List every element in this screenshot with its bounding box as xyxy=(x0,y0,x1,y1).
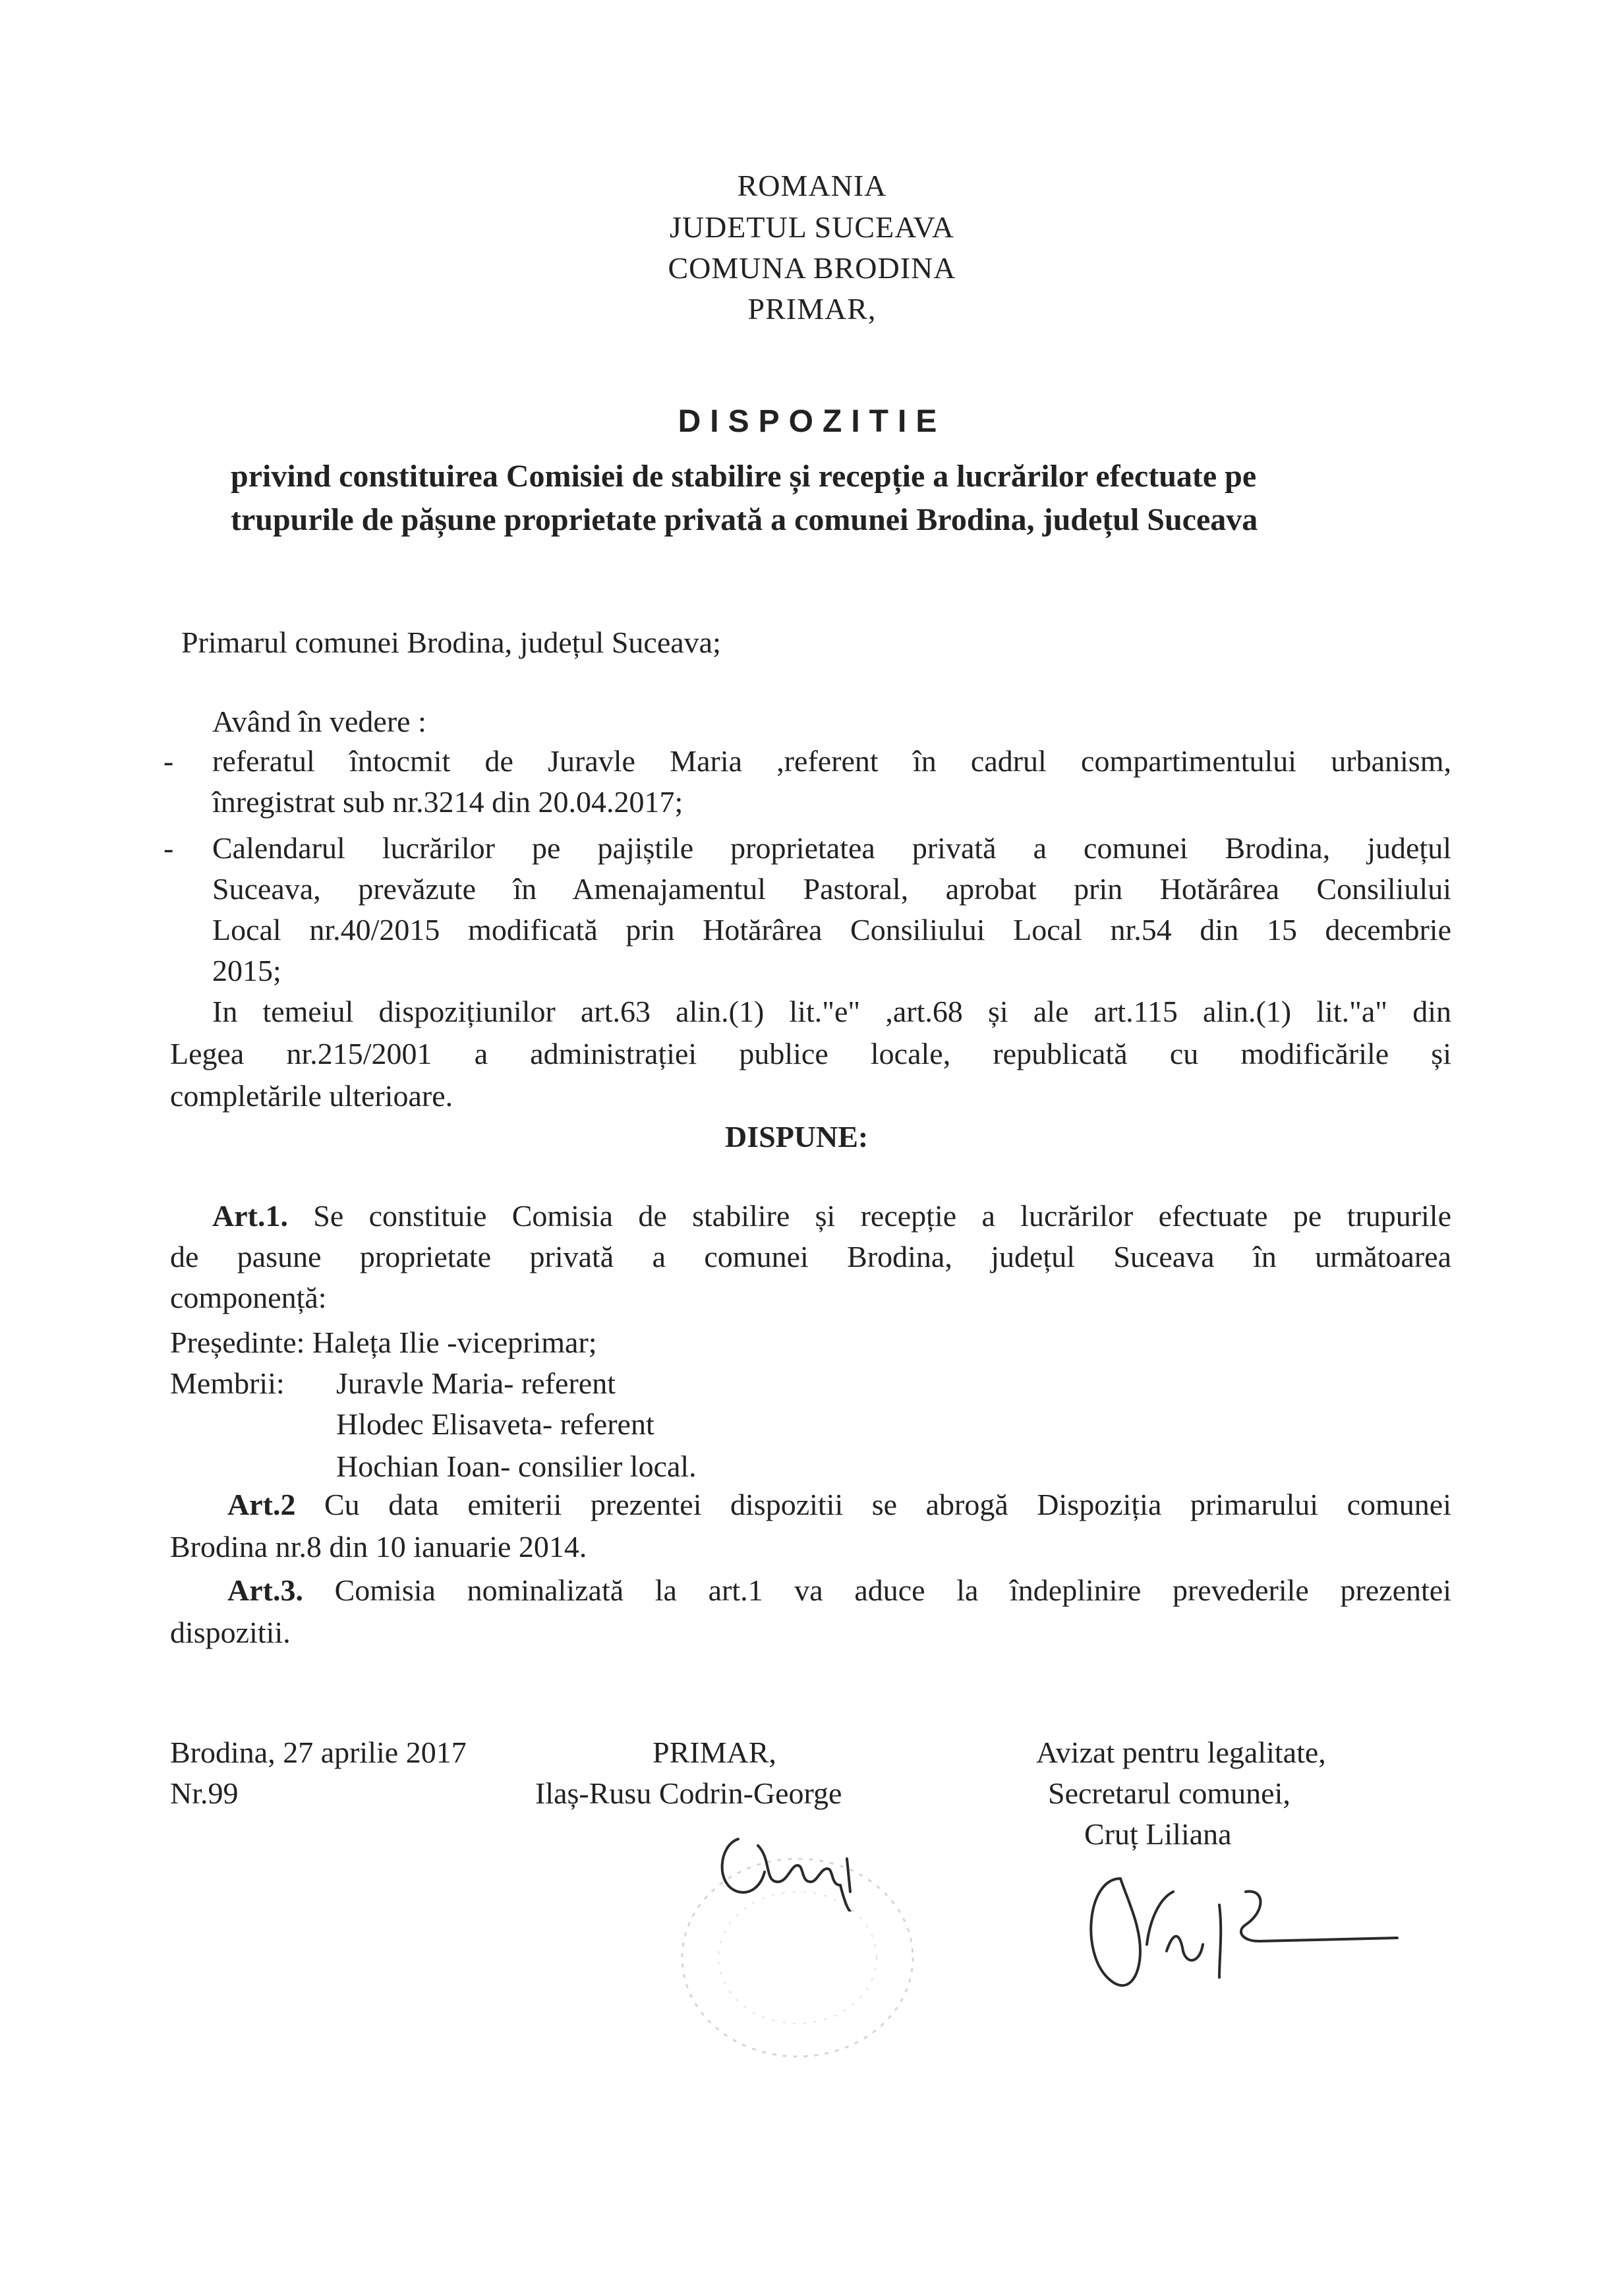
subtitle-line-1: privind constituirea Comisiei de stabilire și recepție a lucrărilor efectuate pe xyxy=(231,459,1257,494)
document-title: DISPOZITIE xyxy=(678,404,946,439)
considering-item-2-line-1: Calendarul lucrărilor pe pajiștile proprietatea privată a comunei Brodina, județul xyxy=(212,831,1451,865)
article-3-line-1 xyxy=(227,1573,1451,1608)
article-3-label: Art.3. xyxy=(227,1573,303,1607)
article-2-line-1 xyxy=(227,1487,1451,1522)
commission-president: Președinte: Haleța Ilie -viceprimar; xyxy=(170,1326,597,1359)
article-1-line-2: de pasune proprietate privată a comunei Brodina, județul Suceava în următoarea xyxy=(170,1240,1451,1273)
article-3-text: Comisia nominalizată la art.1 va aduce la îndeplinire prevederile prezentei xyxy=(303,1573,1451,1607)
commission-member-1: Juravle Maria- referent xyxy=(336,1366,616,1400)
document-number: Nr.99 xyxy=(170,1776,239,1810)
list-bullet: - xyxy=(163,744,174,778)
list-bullet: - xyxy=(163,831,174,865)
decision-heading: DISPUNE: xyxy=(725,1120,869,1154)
mayor-title: PRIMAR, xyxy=(652,1736,776,1769)
considering-item-2-line-2: Suceava, prevăzute în Amenajamentul Pastoral, aprobat prin Hotărârea Consiliului xyxy=(212,872,1451,906)
considering-item-2-line-3: Local nr.40/2015 modificată prin Hotărârea Consiliului Local nr.54 din 15 decembrie xyxy=(212,913,1451,947)
legal-basis-line-2: Legea nr.215/2001 a administrației publice locale, republicată cu modificările și xyxy=(170,1037,1451,1070)
commission-member-3: Hochian Ioan- consilier local. xyxy=(336,1449,697,1483)
article-1-label: Art.1. xyxy=(212,1199,288,1233)
legality-note-line-2: Secretarul comunei, xyxy=(1048,1776,1290,1810)
considering-item-2-line-4: 2015; xyxy=(212,954,281,987)
document-subtitle xyxy=(231,455,1417,542)
secretary-signature xyxy=(1068,1852,1410,2004)
considering-item-1-line-1: referatul întocmit de Juravle Maria ,referent în cadrul compartimentului urbanism, xyxy=(212,744,1451,778)
legal-basis-line-3: completările ulterioare. xyxy=(170,1079,453,1113)
considering-heading: Având în vedere : xyxy=(212,705,426,738)
article-1-line-1 xyxy=(212,1198,1451,1233)
header-office: PRIMAR, xyxy=(747,292,877,326)
intro-text: Primarul comunei Brodina, județul Suceava; xyxy=(181,626,721,659)
legal-basis-line-1: In temeiul dispozițiunilor art.63 alin.(1) lit."e" ,art.68 și ale art.115 alin.(1) lit."a" din xyxy=(212,995,1451,1028)
mayor-name: Ilaș-Rusu Codrin-George xyxy=(535,1776,842,1810)
article-1-line-3: componență: xyxy=(170,1281,327,1314)
article-3-line-2: dispozitii. xyxy=(170,1616,291,1649)
legality-note-line-1: Avizat pentru legalitate, xyxy=(1036,1736,1326,1769)
article-2-line-2: Brodina nr.8 din 10 ianuarie 2014. xyxy=(170,1530,587,1563)
header-country: ROMANIA xyxy=(737,169,887,202)
place-date: Brodina, 27 aprilie 2017 xyxy=(170,1736,467,1769)
article-1-text: Se constituie Comisia de stabilire și recepție a lucrărilor efectuate pe trupurile xyxy=(287,1199,1451,1233)
header-county: JUDETUL SUCEAVA xyxy=(669,210,955,244)
members-label: Membrii: xyxy=(170,1366,285,1400)
subtitle-line-2: trupurile de pășune proprietate privată a comunei Brodina, județul Suceava xyxy=(231,502,1258,537)
header-commune: COMUNA BRODINA xyxy=(668,251,956,285)
commission-member-2: Hlodec Elisaveta- referent xyxy=(336,1407,654,1441)
article-2-text: Cu data emiterii prezentei dispozitii se abrogă Dispoziția primarului comunei xyxy=(295,1488,1451,1521)
secretary-name: Cruț Liliana xyxy=(1084,1817,1232,1851)
article-2-label: Art.2 xyxy=(227,1488,296,1521)
considering-item-1-line-2: înregistrat sub nr.3214 din 20.04.2017; xyxy=(212,785,683,819)
mayor-signature xyxy=(712,1819,870,1912)
